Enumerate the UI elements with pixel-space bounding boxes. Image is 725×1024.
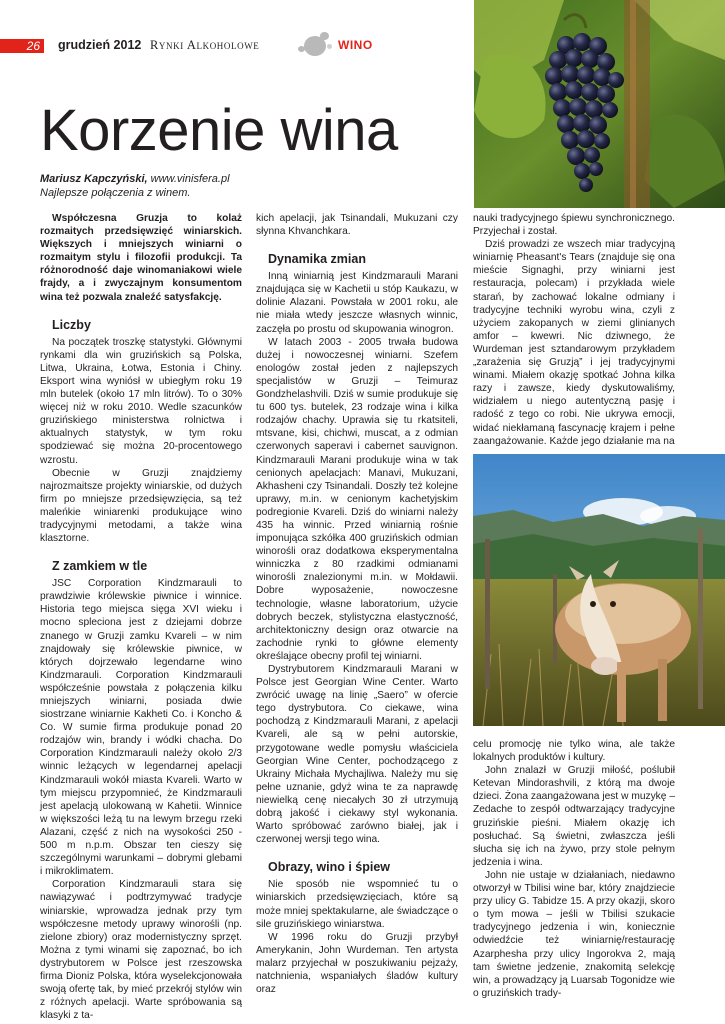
page-number: 26	[0, 39, 44, 53]
author-block	[40, 172, 270, 200]
paragraph: Obecnie w Gruzji znajdziemy najrozmaitsze projekty winiarskie, od dużych firm po mniejsze przedsięwzięcia, są też maleńkie winiarenki produkujące wino tradycyjnymi metodami, a także wina klasztorne.	[40, 467, 242, 545]
paragraph: John nie ustaje w działaniach, niedawno otworzył w Tbilisi wine bar, który znajdziecie przy ulicy G. Tabidze 15. A przy okazji, skoro o tym mowa – jeśli w Tbilisi szukacie tradycyjnego jedzenia i win, koniecznie odwiedźcie też winiarnię/restaurację Azarphesha przy ulicy Ingorokva 2, mają tam świetne jedzenie, znakomitą selekcję win, a prowadzący ją Luarsab Togonidze wie o gruzińskich trady-	[473, 869, 675, 999]
column-1	[40, 212, 242, 1022]
paragraph: celu promocję nie tylko wina, ale także lokalnych produktów i kultury.	[473, 739, 675, 764]
article-title: Korzenie wina	[40, 98, 398, 163]
heading-obrazy-wino-i-spiew: Obrazy, wino i śpiew	[268, 860, 391, 875]
paragraph: W 1996 roku do Gruzji przybył Amerykanin, John Wurdeman. Ten artysta malarz przyjechał w poszukiwaniu pejzaży, natchnienia, wspaniałych śladów kultury oraz	[256, 931, 458, 996]
paragraph: Na początek troszkę statystyki. Głównymi rynkami dla win gruzińskich są Polska, Litwa, Ukraina, Łotwa, Estonia i Chiny. Eksport wina wyniósł w ubiegłym roku 19 mln butelek (około 17 mln litrów). To o 30% więcej niż w roku 2010. Wedle szacunków gruzińskiego ministerstwa rolnictwa i aktualnych statystyk, w tym roku spodziewać się można 20-procentowego wzrostu.	[40, 336, 242, 466]
paragraph: kich apelacji, jak Tsinandali, Mukuzani czy słynna Khvanchkara.	[256, 213, 458, 238]
paragraph: W latach 2003 - 2005 trwała budowa dużej i nowoczesnej winiarni. Szefem enologów został jeden z najlepszych specjalistów w Gruzji – Teimuraz Gondzhelashvili. Dziś w sumie produkuje się tu 600 tys. butelek, 23 rodzaje wina i kilka rodzajów chachy. Uprawia się tu rkatsiteli, mtsvane, kisi, chichwi, muscat, a z odmian czerwonych saperavi i cabernet sauvignon. Kindzmarauli Marani produkuje wina w tak cenionych apelacjach: Manavi, Mukuzani, Akhasheni czy Tsinandali. Doszły też kolejne uprawy, m.in. w cenionym kachetyjskim podregionie Kvareli. Dziś do winiarni należy 435 ha winnic. Przed winiarnią rośnie imponująca szkółka 400 gruzińskich odmian winorośli oraz dodatkowa eksperymentalna winniczka z 80 rzadkimi odmianami winorośli znalezionymi m.in. w Mołdawii. Dobre wyposażenie, nowoczesne technologie, własne laboratorium, użycie dobrych beczek, stylistyczna elastyczność, architektoniczny design oraz otwarcie na zachodnie rynki to główne elementy określające obecny profil tej winiarni.	[256, 336, 458, 662]
paragraph: JSC Corporation Kindzmarauli to prawdziwie królewskie piwnice i winnice. Historia tego miejsca sięga XVI wieku i mocno spleciona jest z dziejami dobrze znanego w Gruzji zamku Kvareli – w nim znajdowały się królewskie piwnice, w których dojrzewało legendarne wino Kindzmarauli. Corporation Kindzmarauli współcześnie powstała z połączenia kilku mniejszych winiarni, posiada dwie siostrzane winiarnie Kakheti Co. i Koncho & Co. W sumie firma produkuje ponad 20 rodzajów win, brandy i wódki chacha. Do Corporation Kindzmarauli należy około 2/3 winnic leżących w legendarnej apelacji Kindzmarauli wokół miasta Kvareli. Warto w tym miejscu przypomnieć, że Kindzmarauli jest apelacją ulokowaną w Kahetii. Winnice w większości leżą tu na lewym brzegu rzeki Alazani, część z nich na wysokości 250 - 500 m n.p.m. Obszar ten cieszy się szczególnymi warunkami – dobrymi glebami i mikroklimatem.	[40, 578, 242, 878]
paragraph: Nie sposób nie wspomnieć tu o winiarskich przedsięwzięciach, które są może mniej spektakularne, ale świadczące o sile gruzińskiego winiarstwa.	[256, 879, 458, 930]
paragraph: nauki tradycyjnego śpiewu synchronicznego. Przyjechał i został.	[473, 213, 675, 238]
column-3-bottom	[473, 738, 675, 1000]
column-2	[256, 212, 458, 996]
magazine-name: Rynki Alkoholowe	[150, 38, 260, 52]
heading-z-zamkiem-w-tle: Z zamkiem w tle	[52, 559, 148, 574]
grapes-photo	[474, 0, 725, 208]
paragraph: Inną winiarnią jest Kindzmarauli Marani znajdująca się w Kachetii u stóp Kaukazu, w dolinie Alazani. Powstała w 2001 roku, ale nie miała wtedy jeszcze własnych winnic, zaczęła po prostu od skupowania winogron.	[256, 271, 458, 335]
author-website: www.vinisfera.pl	[150, 173, 230, 185]
heading-dynamika-zmian: Dynamika zmian	[268, 252, 366, 267]
paragraph: Dystrybutorem Kindzmarauli Marani w Polsce jest Georgian Wine Center. Warto zwrócić uwagę na linię „Saero” w ofercie tego dystrybutora. Co ciekawe, wina pochodzą z Kindzmarauli Marani, z apelacji Kvareli, ale są w pełni autorskie, przygotowane wedle pomysłu właściciela Georgian Wine Center, pochodzącego z Ukrainy Michała Mychajliwa. Należy mu się pełne uznanie, gdyż wina te za naprawdę niewielką cenę niecałych 30 zł utrzymują dobrą jakość i ciekawy styl wykonania. Warto spróbować zarówno białej, jak i czerwonej wersji tego wina.	[256, 664, 458, 846]
grey-blot-logo	[298, 30, 338, 58]
article-lead: Współczesna Gruzja to kolaż rozmaitych przedsięwzięć winiarskich. Większych i mniejszych winiarni o rozmaitym stylu i filozofii produkcji. Ta różnorodność daje winomaniakowi wiele frajdy, a i zwyczajnym konsumentom wina też pozwala znaleźć satysfakcję.	[40, 213, 242, 303]
paragraph: Corporation Kindzmarauli stara się nawiązywać i podtrzymywać tradycje winiarskie, wprowadza jednak przy tym współczesne metody uprawy winorośli (np. zielone zbiory) oraz modernistyczny sprzęt. Można z tymi winami się zapoznać, bo ich dystrybutorem w Polsce jest rzeszowska firma Dioniz Polska, która wyselekcjonowała swoją ofertę tak, by mieć przekrój stylów win z różnych apelacji. Warte spróbowania są klasyki z ta-	[40, 879, 242, 1022]
paragraph: John znalazł w Gruzji miłość, poślubił Ketevan Mindorashvili, z którą ma dwoje dzieci. Żona zaangażowana jest w muzykę – Zedache to zespół odtwarzający tradycyjne gruzińskie pieśni. Miałem okazję ich posłuchać. Są świetni, zwłaszcza jeśli słucha się ich na żywo, przy stole pełnym jedzenia i wina.	[473, 765, 675, 868]
cow-landscape-photo	[473, 454, 725, 726]
author-tagline: Najlepsze połączenia z winem.	[40, 187, 191, 199]
section-label: WINO	[338, 38, 373, 52]
author-name: Mariusz Kapczyński,	[40, 173, 148, 185]
issue-date: grudzień 2012	[58, 38, 142, 52]
heading-liczby: Liczby	[52, 317, 91, 332]
paragraph: Dziś prowadzi ze wszech miar tradycyjną winiarnię Pheasant's Tears (znajduje się ona mieście Signaghi, przy winiarni jest restauracja, polecam) i przykłada wiele starań, by zachować lokalne odmiany i tradycyjne techniki wyrobu wina, czyli z użyciem zakopanych w ziemi glinianych amfor – kwewri. Nic dziwnego, że Wurdeman jest sztandarowym przykładem „zarażenia się Gruzją” i jej tradycyjnymi winami. Miałem okazję spotkać Johna kilka razy i zawsze, kiedy dyskutowaliśmy, widziałem u niego autentyczną pasję i radość z tego co robi. Nie ukrywa emocji, widać niekłamaną fascynację krajem i pełne zaangażowanie. Każde jego działanie ma na	[473, 239, 675, 447]
column-3-top	[473, 212, 675, 448]
